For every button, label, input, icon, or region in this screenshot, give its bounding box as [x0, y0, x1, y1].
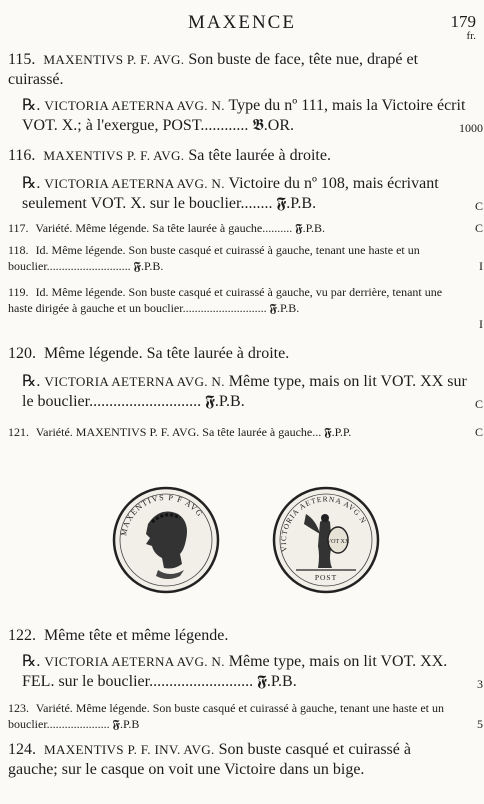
- page-header: [0, 10, 484, 50]
- entry-number: 117.: [8, 221, 29, 235]
- rarity-value: C: [474, 221, 483, 235]
- entry-number: 119.: [8, 285, 29, 299]
- reverse-mark: ℞.: [22, 175, 41, 192]
- catalog-entry: [8, 700, 483, 732]
- entry-number: 120.: [8, 345, 36, 362]
- obverse-legend: MAXENTIVS P. F. INV. AVG.: [44, 742, 215, 757]
- catalog-entry: [8, 344, 453, 364]
- entry-number: 118.: [8, 243, 29, 257]
- entry-description: Même tête et même légende.: [44, 627, 229, 644]
- page-number: [451, 14, 477, 44]
- rarity-value: I: [479, 317, 483, 331]
- catalog-entry-reverse: [8, 96, 483, 136]
- rarity-value: 5: [477, 717, 483, 731]
- entry-description: Id. Même légende. Son buste casqué et cuirassé à gauche, vu par derrière, tenant une haste dirigée à gauche et un bouclier............................ 𝕱.P.B.: [8, 285, 443, 315]
- rarity-value: 3: [477, 677, 483, 691]
- catalog-entry: [8, 740, 453, 780]
- entry-description: Sa tête laurée à droite.: [188, 147, 331, 164]
- coin-exergue: POST: [314, 573, 338, 582]
- rarity-value: C: [474, 199, 483, 213]
- reverse-legend: VICTORIA AETERNA AVG. N.: [44, 654, 225, 669]
- entry-number: 116.: [8, 147, 36, 164]
- catalog-entry: [8, 242, 483, 274]
- entry-description: Type du nº 111, mais la Victoire écrit VOT. X.; à l'exergue, POST............ 𝕭.OR.: [22, 97, 466, 134]
- entry-number: 121.: [8, 425, 29, 439]
- entry-description: Même légende. Sa tête laurée à droite.: [44, 345, 290, 362]
- obverse-legend: MAXENTIVS P. F. AVG.: [43, 148, 185, 163]
- rarity-value: I: [479, 259, 483, 273]
- reverse-mark: ℞.: [22, 373, 41, 390]
- coin-obverse-legend: MAXENTIVS P F AVG: [119, 492, 205, 537]
- catalog-entry: [8, 220, 483, 236]
- catalog-entry: [8, 424, 483, 440]
- page-number-value: 179: [450, 12, 476, 31]
- entry-number: 124.: [8, 741, 36, 758]
- entry-description: Id. Même légende. Son buste casqué et cuirassé à gauche, tenant une haste et un bouclier............................ 𝕱.P.B.: [8, 243, 420, 273]
- entry-description: Victoire du nº 108, mais écrivant seulement VOT. X. sur le bouclier........ 𝕱.P.B.: [22, 175, 439, 212]
- coin-shield-inscription: VOT XX: [326, 539, 350, 545]
- coin-illustration: [110, 484, 390, 594]
- coin-reverse-image: [270, 484, 382, 596]
- entry-description: Son buste casqué et cuirassé à gauche; sur le casque on voit une Victoire dans un bige.: [8, 741, 411, 778]
- coin-reverse-legend: VICTORIA AETERNA AVG N: [278, 494, 369, 553]
- entry-description: Même type, mais on lit VOT. XX. FEL. sur le bouclier.......................... 𝕱.P.B.: [22, 653, 448, 690]
- rarity-value: C: [474, 425, 483, 439]
- obverse-legend: MAXENTIVS P. F. AVG.: [43, 52, 185, 67]
- coin-obverse-image: [110, 484, 222, 596]
- catalog-entry: [8, 50, 453, 90]
- entry-number: 122.: [8, 627, 36, 644]
- catalog-entry-reverse: [8, 372, 483, 412]
- reverse-legend: VICTORIA AETERNA AVG. N.: [44, 374, 225, 389]
- reverse-mark: ℞.: [22, 97, 41, 114]
- catalog-entry-reverse: [8, 174, 483, 214]
- catalog-entry: [8, 146, 453, 166]
- entry-description: Variété. MAXENTIVS P. F. AVG. Sa tête laurée à gauche... 𝕱.P.P.: [35, 425, 352, 439]
- rarity-value: 1000: [459, 121, 483, 135]
- reverse-legend: VICTORIA AETERNA AVG. N.: [44, 98, 225, 113]
- value-unit: fr.: [466, 30, 476, 42]
- entry-description: Variété. Même légende. Son buste casqué et cuirassé à gauche, tenant une haste et un bouclier..................... 𝕱.P.B: [8, 701, 444, 731]
- entry-description: Même type, mais on lit VOT. XX sur le bouclier............................ 𝕱.P.B.: [22, 373, 467, 410]
- entry-number: 123.: [8, 701, 29, 715]
- reverse-mark: ℞.: [22, 653, 41, 670]
- reverse-legend: VICTORIA AETERNA AVG. N.: [44, 176, 225, 191]
- entry-description: Variété. Même légende. Sa tête laurée à gauche.......... 𝕱.P.B.: [35, 221, 325, 235]
- catalog-entry: [8, 284, 483, 331]
- entry-description: Son buste de face, tête nue, drapé et cuirassé.: [8, 51, 419, 88]
- rarity-value: C: [474, 397, 483, 411]
- entry-number: 115.: [8, 51, 36, 68]
- page-title: MAXENCE: [188, 12, 296, 33]
- catalog-entry: [8, 626, 453, 646]
- catalog-entry-reverse: [8, 652, 483, 692]
